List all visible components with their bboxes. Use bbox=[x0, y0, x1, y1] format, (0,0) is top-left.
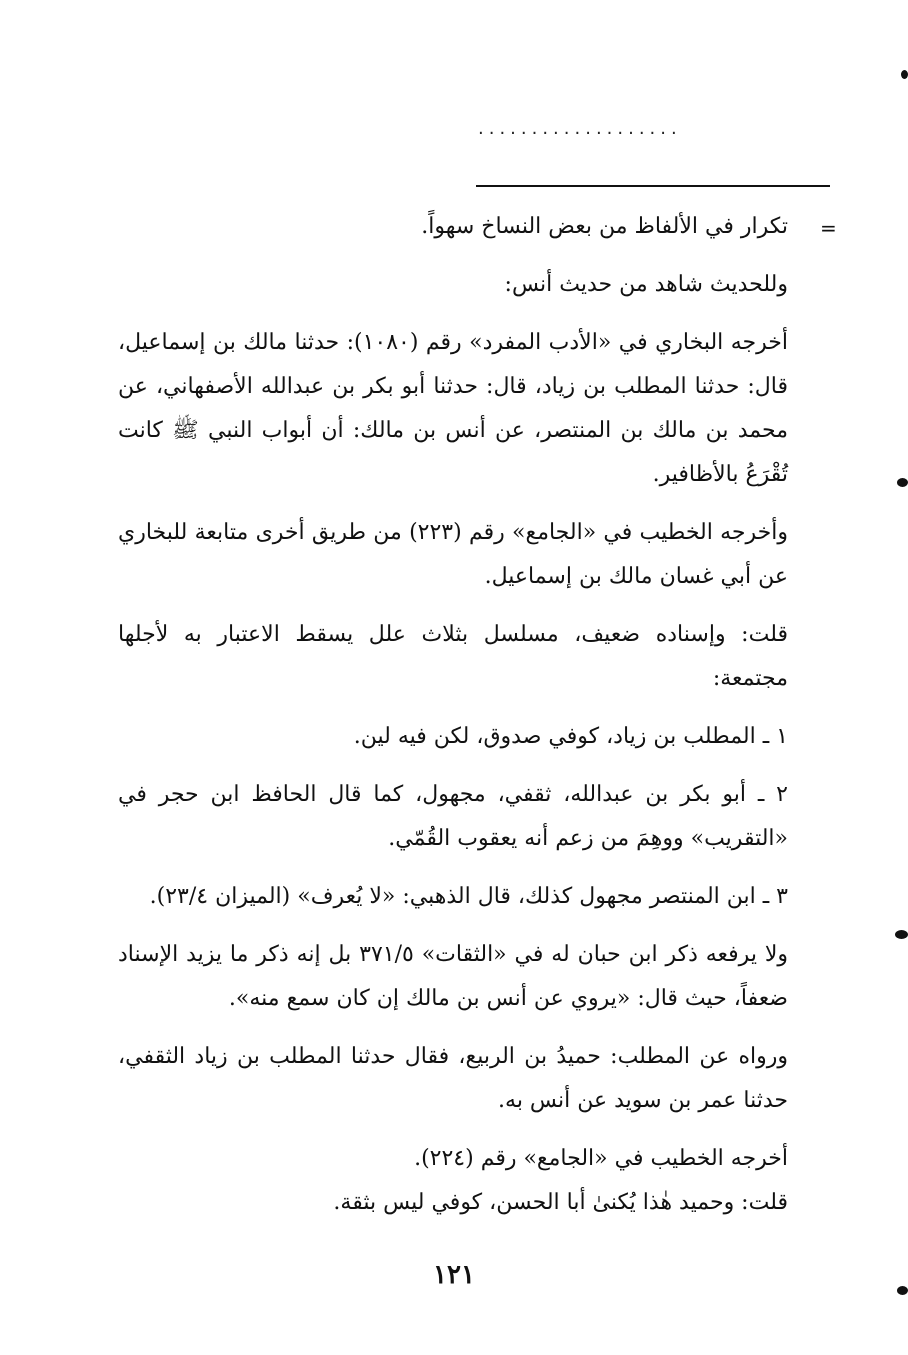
paragraph-weakness-intro: قلت: وإسناده ضعيف، مسلسل بثلاث علل يسقط الاعتبار به لأجلها مجتمعة: bbox=[118, 622, 788, 691]
scan-speck bbox=[901, 70, 908, 79]
paragraph-humayd-narration: ورواه عن المطلب: حميدُ بن الربيع، فقال حدثنا المطلب بن زياد الثقفي، حدثنا عمر بن سويد عن أنس به. bbox=[118, 1044, 788, 1113]
page-content bbox=[118, 205, 788, 1239]
paragraph-khatib-224: أخرجه الخطيب في «الجامع» رقم (٢٢٤). bbox=[414, 1146, 788, 1171]
separator-dots: ................... bbox=[478, 118, 682, 139]
page-number: ١٢١ bbox=[433, 1260, 475, 1290]
paragraph-bukhari-narration: أخرجه البخاري في «الأدب المفرد» رقم (١٠٨٠): حدثنا مالك بن إسماعيل، قال: حدثنا المطلب بن زياد، قال: حدثنا أبو بكر بن عبدالله الأصفهاني، عن محمد بن مالك بن المنتصر، عن أنس بن مالك: أن أبواب النبي ﷺ كانت تُقْرَعُ بالأظافير. bbox=[118, 330, 788, 487]
paragraph-ibn-hibban: ولا يرفعه ذكر ابن حبان له في «الثقات» ٣٧١/٥ بل إنه ذكر ما يزيد الإسناد ضعفاً، حيث قال: «يروي عن أنس بن مالك إن كان سمع منه». bbox=[118, 942, 788, 1011]
paragraph-defect-3: ٣ ـ ابن المنتصر مجهول كذلك، قال الذهبي: «لا يُعرف» (الميزان ٢٣/٤). bbox=[149, 884, 788, 909]
scan-speck bbox=[897, 1286, 908, 1295]
paragraph-witness-intro: وللحديث شاهد من حديث أنس: bbox=[504, 272, 788, 297]
paragraph-scribal-note: تكرار في الألفاظ من بعض النساخ سهواً. bbox=[421, 214, 788, 239]
scan-speck bbox=[895, 930, 908, 939]
paragraph-defect-1: ١ ـ المطلب بن زياد، كوفي صدوق، لكن فيه لين. bbox=[353, 724, 788, 749]
continuation-mark: = bbox=[820, 216, 837, 240]
footnote-rule bbox=[476, 185, 830, 187]
paragraph-defect-2: ٢ ـ أبو بكر بن عبدالله، ثقفي، مجهول، كما قال الحافظ ابن حجر في «التقريب» ووهِمَ من زعم أنه يعقوب القُمّي. bbox=[118, 782, 788, 851]
scan-speck bbox=[897, 478, 908, 487]
paragraph-khatib-corroboration: وأخرجه الخطيب في «الجامع» رقم (٢٢٣) من طريق أخرى متابعة للبخاري عن أبي غسان مالك بن إسماعيل. bbox=[118, 520, 788, 589]
paragraph-humayd-note: قلت: وحميد هٰذا يُكنىٰ أبا الحسن، كوفي ليس بثقة. bbox=[333, 1190, 788, 1215]
